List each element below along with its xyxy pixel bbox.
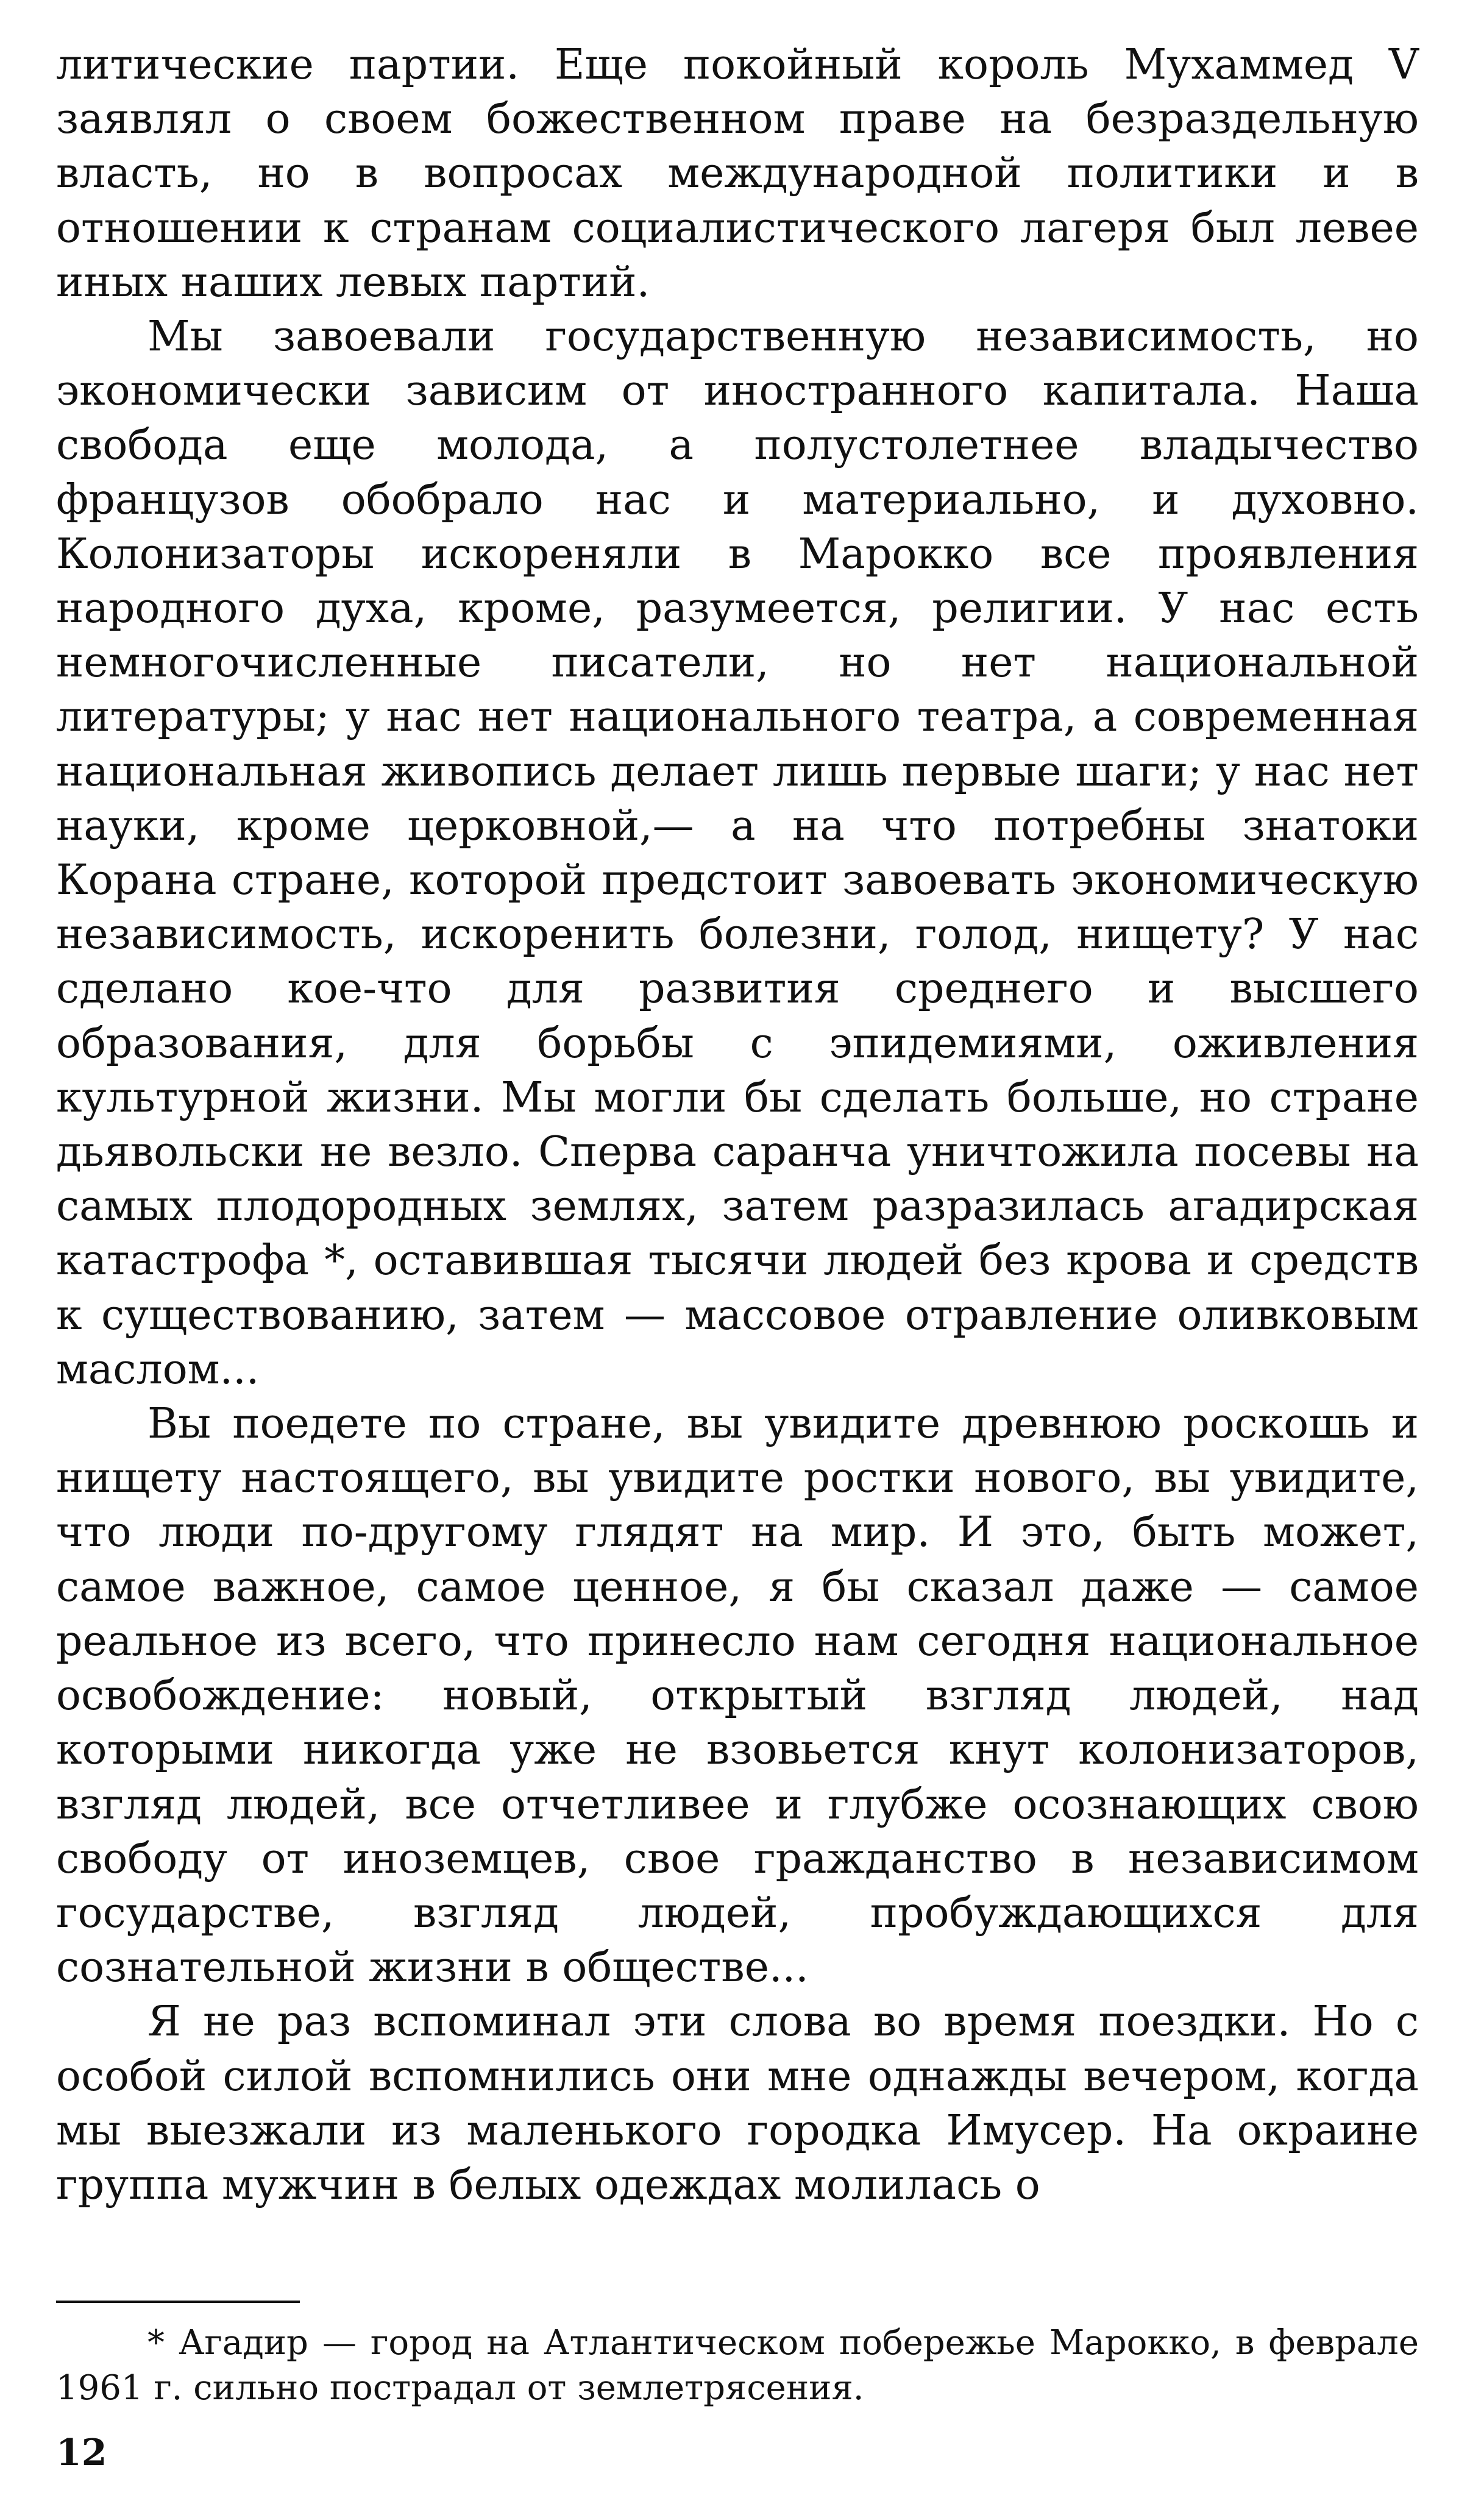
paragraph-travel: Вы поедете по стране, вы увидите древнюю роскошь и нищету настоящего, вы увидите ростки нового, вы увидите, что люди по-другому глядят на мир. И это, быть может, самое важное, самое ценное, я бы сказал даже — самое реальное из всего, что принесло нам сегодня национальное освобождение: новый, открытый взгляд людей, над которыми никогда уже не взовьется кнут колонизаторов, взгляд людей, все отчетливее и глубже осознающих свою свободу от иноземцев, свое гражданство в независимом государстве, взгляд людей, пробуждающихся для сознательной жизни в обществе... xyxy=(56,1400,1419,1992)
main-text xyxy=(56,38,1419,2212)
paragraph-independence: Мы завоевали государственную независимость, но экономически зависим от иностранного капитала. Наша свобода еще молода, а полустолетнее владычество французов обобрало нас и материально, и духовно. Колонизаторы искореняли в Марокко все проявления народного духа, кроме, разумеется, религии. У нас есть немногочисленные писатели, но нет национальной литературы; у нас нет национального театра, а современная национальная живопись делает лишь первые шаги; у нас нет науки, кроме церковной,— а на что потребны знатоки Корана стране, которой предстоит завоевать экономическую независимость, искоренить болезни, голод, нищету? У нас сделано кое-что для развития среднего и высшего образования, для борьбы с эпидемиями, оживления культурной жизни. Мы могли бы сделать больше, но стране дьявольски не везло. Сперва саранча уничтожила посевы на самых плодородных землях, затем разразилась агадирская катастрофа *, оставившая тысячи людей без крова и средств к существованию, затем — массовое отравление оливковым маслом... xyxy=(56,313,1419,1394)
footnote: * Агадир — город на Атлантическом побережье Марокко, в феврале 1961 г. сильно пострадал от землетрясения. xyxy=(56,2323,1419,2408)
footnote-divider xyxy=(56,2301,300,2303)
paragraph-continuation: литические партии. Еще покойный король Мухаммед V заявлял о своем божественном праве на безраздельную власть, но в вопросах международной политики и в отношении к странам социалистического лагеря был левее иных наших левых партий. xyxy=(56,41,1419,307)
paragraph-memory: Я не раз вспоминал эти слова во время поездки. Но с особой силой вспомнились они мне однажды вечером, когда мы выезжали из маленького городка Имусер. На окраине группа мужчин в белых одеждах молилась о xyxy=(56,1998,1419,2209)
page-number: 12 xyxy=(56,2432,107,2474)
